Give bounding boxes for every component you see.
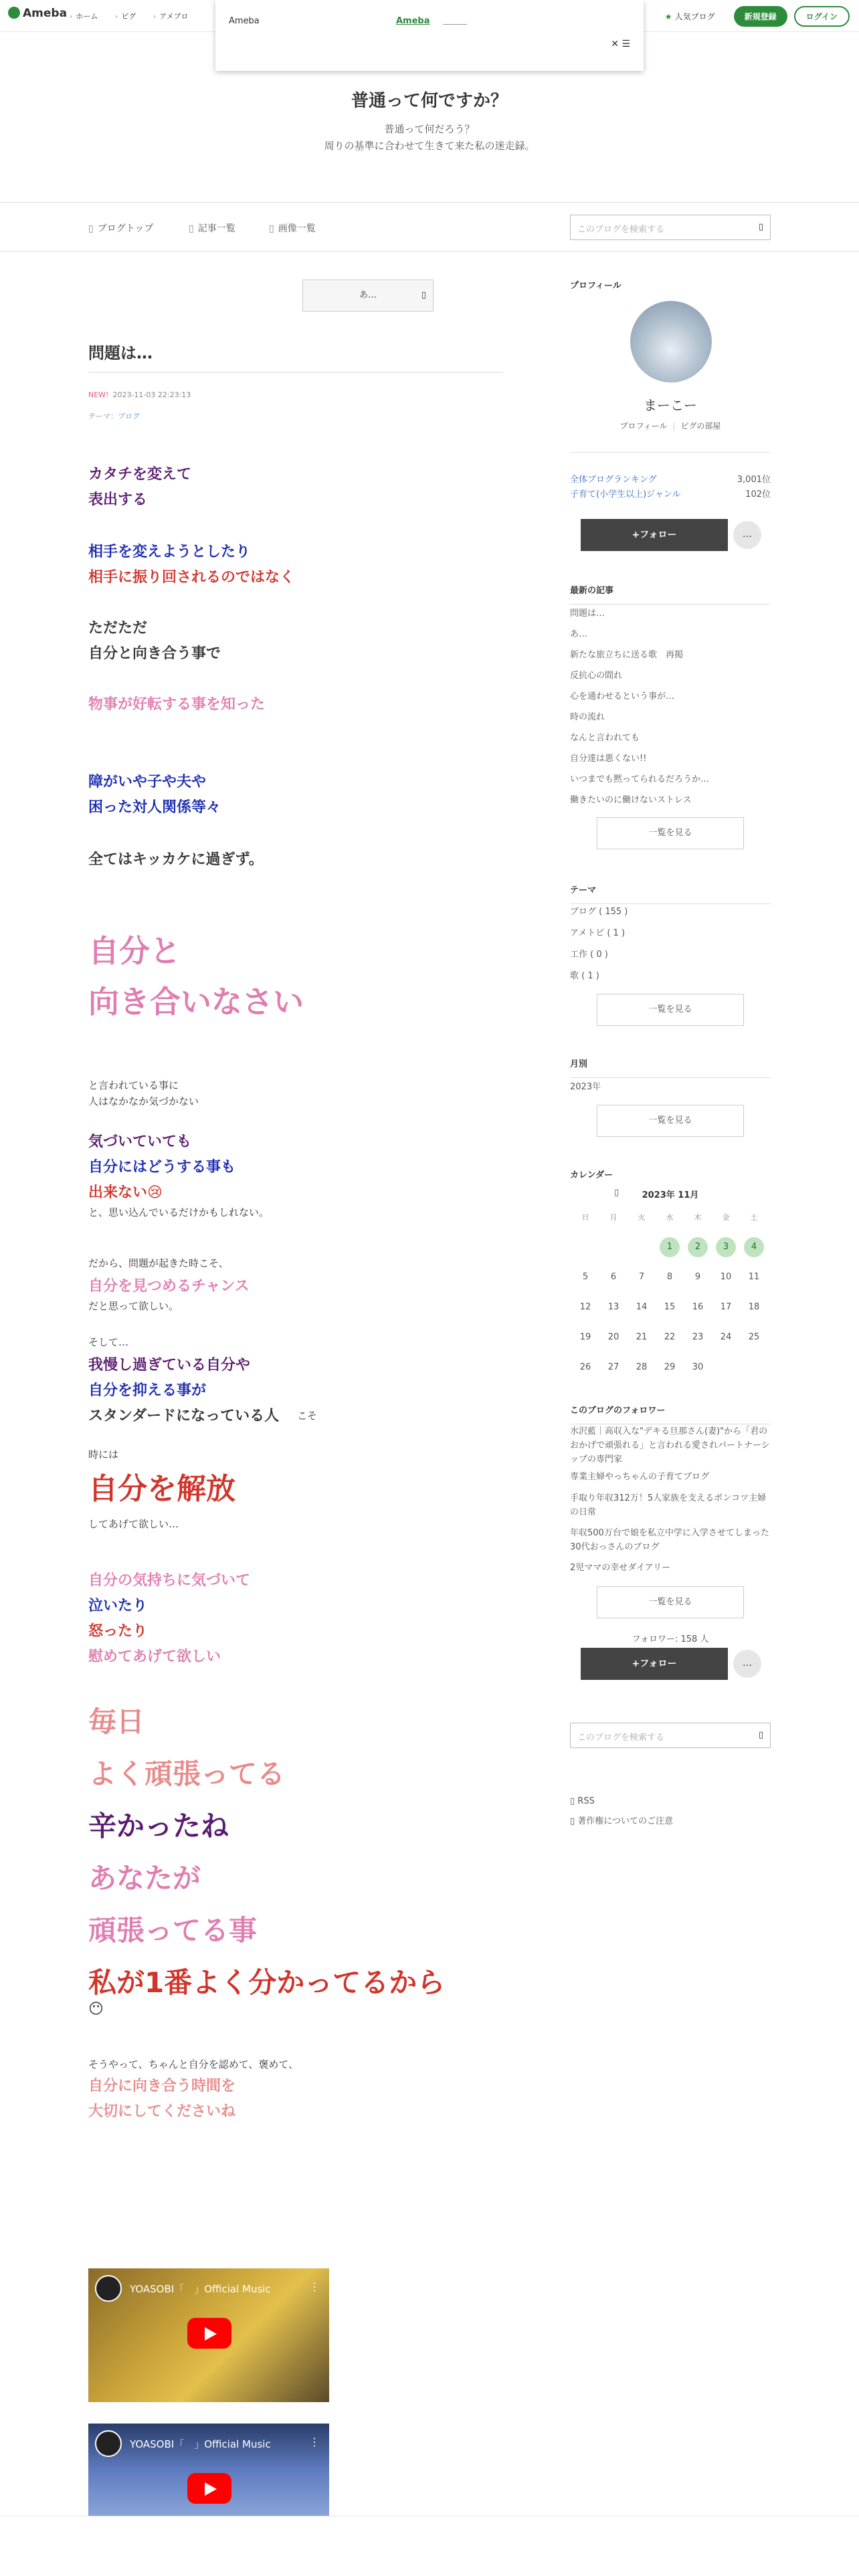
- ad-underline: [443, 24, 467, 25]
- post-line: してあげて欲しい…: [88, 1518, 179, 1530]
- recent-heading: 最新の記事: [570, 583, 771, 605]
- calendar-date[interactable]: 4: [744, 1237, 764, 1257]
- calendar-date: 26: [579, 1362, 591, 1372]
- calendar-date: 16: [692, 1302, 704, 1312]
- profile-links: プロフィール | ピグの部屋: [619, 421, 721, 431]
- header-actions: [665, 5, 850, 27]
- monthly-item[interactable]: 2023年: [570, 1082, 601, 1092]
- video-title[interactable]: YOASOBI「 」Official Music: [130, 2283, 271, 2295]
- post-line: 気づいていても: [88, 1134, 192, 1150]
- follow-button-2[interactable]: +フォロー: [581, 1648, 728, 1680]
- calendar-date: 11: [748, 1272, 760, 1282]
- recent-item[interactable]: 問題は…: [570, 609, 605, 619]
- post-date: NEW! 2023-11-03 22:23:13: [88, 391, 191, 399]
- nav-ameblo[interactable]: › アメブロ: [153, 12, 189, 21]
- ameba-logo[interactable]: Ameba: [8, 7, 67, 20]
- more-vert-icon[interactable]: ⋮: [309, 2280, 320, 2293]
- profile-link[interactable]: プロフィール: [619, 421, 668, 431]
- theme-item[interactable]: 歌 ( 1 ): [570, 971, 599, 981]
- recent-item[interactable]: 時の流れ: [570, 712, 605, 722]
- post-line: と言われている事に: [88, 1079, 179, 1091]
- recent-item[interactable]: なんと言われても: [570, 733, 640, 743]
- post-line: 我慢し過ぎている自分や: [88, 1357, 251, 1374]
- post-line: 泣いたり: [88, 1598, 148, 1614]
- ranking-overall: 全体ブログランキング 3,001位: [570, 475, 771, 485]
- more-vert-icon[interactable]: ⋮: [309, 2436, 320, 2448]
- post-line: あなたが: [88, 1862, 201, 1895]
- follower-item[interactable]: 専業主婦やっちゃんの子育てブログ: [570, 1472, 710, 1482]
- post-line: 大切にしてくださいね: [88, 2103, 236, 2120]
- calendar-weekday: 火: [638, 1213, 646, 1222]
- calendar-weekday: 土: [750, 1213, 758, 1222]
- post-line: 自分を解放: [88, 1472, 235, 1506]
- post-line: ただただ: [88, 620, 148, 637]
- post-line: と、思い込んでいるだけかもしれない。: [88, 1206, 270, 1218]
- sidebar-search-input[interactable]: このブログを検索する ▯: [570, 1723, 771, 1748]
- follower-item[interactable]: 手取り年収312万！5人家族を支えるポンコツ主婦の日常: [570, 1493, 767, 1517]
- post-line: 私が1番よく分かってるから: [88, 1966, 446, 1999]
- post-line: 自分に向き合う時間を: [88, 2078, 236, 2095]
- post-line: 自分の気持ちに気づいて: [88, 1572, 251, 1589]
- calendar-date: 5: [582, 1272, 589, 1282]
- calendar-date: 22: [664, 1332, 676, 1342]
- calendar-date: 7: [638, 1272, 645, 1282]
- post-line: 向き合いなさい: [88, 984, 304, 1020]
- calendar-weekday: 木: [694, 1213, 702, 1222]
- register-button[interactable]: 新規登録: [734, 6, 787, 27]
- calendar-weekday: 水: [666, 1213, 674, 1222]
- post-line: 全てはキッカケに過ぎず。: [88, 851, 264, 868]
- post-line: カタチを変えて: [88, 466, 192, 483]
- post-line: 毎日: [88, 1705, 145, 1738]
- more-button[interactable]: …: [733, 521, 761, 549]
- post-line: 相手に振り回されるのではなく: [88, 569, 295, 586]
- blog-title[interactable]: 普通って何ですか？: [351, 91, 508, 111]
- play-icon[interactable]: [187, 2318, 231, 2349]
- calendar-date: 12: [579, 1302, 591, 1312]
- ad-link[interactable]: Ameba: [396, 16, 430, 26]
- post-line: 時には: [88, 1448, 119, 1461]
- post-line: そうやって、ちゃんと自分を認めて、褒めて、: [88, 2058, 299, 2070]
- blog-nav: [0, 202, 859, 251]
- post-line: 人はなかなか気づかない: [88, 1095, 199, 1107]
- post-line: 自分を見つめるチャンス: [88, 1278, 250, 1295]
- prev-month-icon[interactable]: ▯: [614, 1188, 619, 1198]
- ad-label: Ameba: [229, 16, 260, 26]
- nav-pigg[interactable]: › ピグ: [115, 12, 136, 21]
- entry-list-link[interactable]: ▯ 記事一覧: [189, 221, 235, 235]
- follower-item[interactable]: 年収500万台で娘を私立中学に入学させてしまった30代おっさんのブログ: [570, 1528, 769, 1552]
- calendar-date: 13: [607, 1302, 619, 1312]
- recent-item[interactable]: 反抗心の間れ: [570, 671, 623, 681]
- calendar-weekday: 金: [722, 1213, 730, 1222]
- followers-heading: このブログのフォロワー: [570, 1403, 771, 1424]
- post-line: 慰めてあげて欲しい: [88, 1648, 221, 1665]
- calendar-date: 6: [610, 1272, 617, 1282]
- calendar: [570, 1181, 771, 1395]
- post-line: 怒ったり: [88, 1623, 148, 1640]
- calendar-date: 24: [720, 1332, 732, 1342]
- post-line: こそ: [297, 1410, 318, 1422]
- play-icon[interactable]: [187, 2473, 231, 2504]
- calendar-date: 14: [636, 1302, 648, 1312]
- calendar-title: 2023年 11月: [642, 1190, 699, 1200]
- follower-count: フォロワー: 158 人: [632, 1634, 709, 1644]
- login-button[interactable]: ログイン: [794, 6, 850, 27]
- post-theme: テーマ：ブログ: [88, 412, 140, 421]
- blog-header: [0, 71, 859, 202]
- calendar-date: 27: [607, 1362, 619, 1372]
- recent-item[interactable]: 心を通わせるという事が…: [570, 691, 675, 702]
- global-nav: [70, 11, 203, 21]
- post-title[interactable]: 問題は…: [88, 344, 153, 362]
- post-line: 表出する: [88, 492, 148, 508]
- theme-item[interactable]: アメトピ ( 1 ): [570, 928, 626, 938]
- follower-item[interactable]: 2児ママの幸せダイアリー: [570, 1563, 671, 1573]
- post-line: そして…: [88, 1336, 129, 1348]
- post-line: 自分にはどうする事も: [88, 1159, 236, 1176]
- nav-home[interactable]: › ホーム: [70, 12, 98, 21]
- blog-top-link[interactable]: ▯ ブログトップ: [88, 221, 153, 235]
- post-line: だから、問題が起きた時こそ、: [88, 1257, 229, 1269]
- calendar-date: 23: [692, 1332, 704, 1342]
- recent-item[interactable]: 自分達は悪くない!!: [570, 754, 647, 764]
- popular-blog-link[interactable]: ★ 人気ブログ: [665, 11, 715, 22]
- calendar-date: 20: [607, 1332, 619, 1342]
- calendar-date: 19: [579, 1332, 591, 1342]
- theme-item[interactable]: 工作 ( 0 ): [570, 950, 608, 960]
- post-line: 物事が好転する事を知った: [88, 696, 266, 713]
- calendar-date[interactable]: 2: [688, 1237, 708, 1257]
- calendar-date: 29: [664, 1362, 676, 1372]
- post-line: 自分と向き合う事で: [88, 645, 221, 662]
- post-line: 出来ない😢: [88, 1184, 163, 1201]
- post-line: 頑張ってる事: [88, 1914, 258, 1947]
- recent-item[interactable]: いつまでも黙ってられるだろうか…: [570, 774, 710, 784]
- calendar-date: 30: [692, 1362, 704, 1372]
- post-line: 自分と: [88, 933, 181, 969]
- theme-heading: テーマ: [570, 883, 771, 904]
- calendar-date: 8: [666, 1272, 673, 1282]
- entry-select[interactable]: あ… ▯: [302, 280, 434, 312]
- blog-description: 普通って何だろう？ 周りの基準に合わせて生きて来た私の迷走録。: [324, 123, 535, 152]
- pigg-room-link[interactable]: ピグの部屋: [680, 421, 721, 431]
- blog-search-input[interactable]: このブログを検索する ▯: [570, 215, 771, 240]
- video-title[interactable]: YOASOBI「 」Official Music: [130, 2438, 271, 2450]
- calendar-weekday: 月: [609, 1213, 617, 1222]
- youtube-embed-2[interactable]: [88, 2424, 329, 2516]
- user-name[interactable]: まーこー: [644, 397, 697, 413]
- monthly-heading: 月別: [570, 1057, 771, 1078]
- youtube-embed-1[interactable]: [88, 2268, 329, 2402]
- rss-link[interactable]: ▯ RSS: [570, 1796, 595, 1806]
- calendar-heading: カレンダー: [570, 1170, 613, 1180]
- calendar-date: 28: [636, 1362, 648, 1372]
- profile-heading: プロフィール: [570, 281, 622, 291]
- theme-item[interactable]: ブログ ( 155 ): [570, 907, 628, 917]
- calendar-date: 18: [748, 1302, 760, 1312]
- see-all-monthly-button[interactable]: 一覧を見る: [597, 1105, 744, 1137]
- calendar-date: 25: [748, 1332, 760, 1342]
- ad-overlay: [215, 0, 644, 71]
- divider: [570, 452, 771, 453]
- post-line: だと思って欲しい。: [88, 1300, 179, 1312]
- calendar-date: 15: [664, 1302, 676, 1312]
- image-list-link[interactable]: ▯ 画像一覧: [269, 221, 316, 235]
- post-line: 相手を変えようとしたり: [88, 544, 251, 560]
- post-line: スタンダードになっている人: [88, 1408, 280, 1424]
- post-line: 辛かったね: [88, 1810, 229, 1842]
- calendar-date: 17: [720, 1302, 732, 1312]
- follower-item[interactable]: 水沢藍｜高収入な"デキる旦那さん(妻)"から「君のおかげで頑張れる」と言われる愛されパートナーシップの専門家: [570, 1426, 770, 1465]
- channel-avatar: [95, 2430, 122, 2457]
- avatar[interactable]: [630, 301, 712, 383]
- bottom-bar: [0, 2516, 859, 2576]
- channel-avatar: [95, 2275, 122, 2302]
- recent-item[interactable]: 働きたいのに働けないストレス: [570, 795, 692, 805]
- frog-icon: [8, 7, 20, 19]
- see-all-themes-button[interactable]: 一覧を見る: [597, 994, 744, 1026]
- calendar-date: 10: [720, 1272, 732, 1282]
- see-all-followers-button[interactable]: 一覧を見る: [597, 1586, 744, 1618]
- calendar-date[interactable]: 1: [660, 1237, 680, 1257]
- ad-close-button[interactable]: ✕ ☰: [611, 39, 630, 49]
- see-all-recent-button[interactable]: 一覧を見る: [597, 817, 744, 849]
- post-line: 自分を抑える事が: [88, 1382, 207, 1399]
- recent-item[interactable]: あ…: [570, 629, 588, 639]
- calendar-date: 21: [636, 1332, 648, 1342]
- post-line: よく頑張ってる: [88, 1757, 286, 1790]
- calendar-date: 9: [694, 1272, 701, 1282]
- post-line: 障がいや子や夫や: [88, 774, 207, 790]
- follow-button[interactable]: +フォロー: [581, 519, 728, 551]
- ranking-genre: 子育て(小学生以上)ジャンル 102位: [570, 490, 771, 500]
- calendar-date[interactable]: 3: [716, 1237, 736, 1257]
- theme-link[interactable]: ブログ: [118, 412, 140, 421]
- calendar-weekday: 日: [581, 1213, 589, 1222]
- recent-item[interactable]: 新たな旅立ちに送る歌 再掲: [570, 650, 684, 660]
- copyright-link[interactable]: ▯ 著作権についてのご注意: [570, 1814, 673, 1826]
- post-line: 😶: [88, 2001, 104, 2018]
- post-line: 困った対人関係等々: [88, 799, 221, 816]
- more-button-2[interactable]: …: [733, 1650, 761, 1678]
